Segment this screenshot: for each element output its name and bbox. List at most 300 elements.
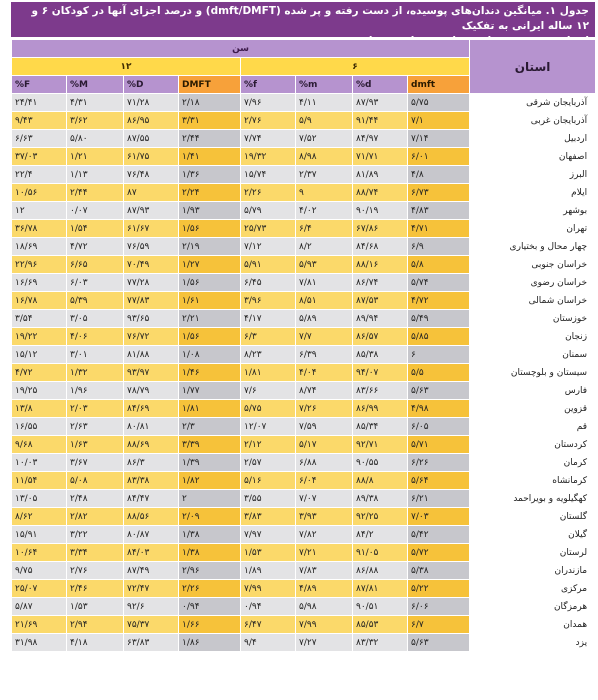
cell-province: زنجان [470, 328, 596, 346]
cell-province: مرکزی [470, 580, 596, 598]
cell-d-pct: ۸۵/۳۴ [353, 418, 408, 436]
cell-F-pct: ۳۷/۰۳ [12, 148, 67, 166]
cell-province: فارس [470, 382, 596, 400]
cell-province: سیستان و بلوچستان [470, 364, 596, 382]
cell-province: کرمانشاه [470, 472, 596, 490]
cell-m-pct: ۷/۵۹ [296, 418, 353, 436]
cell-d-pct: ۹۱/۴۴ [353, 112, 408, 130]
cell-D-pct: ۸۱/۸۸ [124, 346, 179, 364]
cell-M-pct: ۳/۰۵ [67, 310, 124, 328]
cell-m-pct: ۵/۹ [296, 112, 353, 130]
cell-d-pct: ۷۱/۷۱ [353, 148, 408, 166]
cell-F-pct: ۱۰/۵۶ [12, 184, 67, 202]
age-12-header: ۱۲ [12, 58, 241, 76]
cell-province: کهگیلویه و بویراحمد [470, 490, 596, 508]
table-row [12, 328, 596, 346]
cell-m-pct: ۴/۰۲ [296, 202, 353, 220]
cell-m-pct: ۷/۲۷ [296, 634, 353, 652]
cell-DMFT: ۱/۰۸ [179, 346, 241, 364]
cell-dmft: ۵/۴۲ [408, 526, 470, 544]
table-row [12, 544, 596, 562]
cell-m-pct: ۹ [296, 184, 353, 202]
cell-DMFT: ۳/۳۹ [179, 436, 241, 454]
cell-m-pct: ۶/۴ [296, 220, 353, 238]
cell-dmft: ۵/۶۴ [408, 472, 470, 490]
cell-DMFT: ۱/۵۶ [179, 274, 241, 292]
cell-f-pct: ۷/۹۹ [241, 580, 296, 598]
cell-D-pct: ۷۶/۵۹ [124, 238, 179, 256]
table-row [12, 616, 596, 634]
cell-D-pct: ۸۰/۸۷ [124, 526, 179, 544]
cell-dmft: ۵/۴۹ [408, 310, 470, 328]
cell-DMFT: ۱/۸۱ [179, 400, 241, 418]
cell-M-pct: ۶/۰۳ [67, 274, 124, 292]
cell-f-pct: ۳/۹۶ [241, 292, 296, 310]
cell-DMFT: ۱/۳۸ [179, 544, 241, 562]
cell-dmft: ۴/۸۳ [408, 202, 470, 220]
cell-D-pct: ۷۰/۴۹ [124, 256, 179, 274]
cell-D-pct: ۸۶/۹۵ [124, 112, 179, 130]
table-row [12, 364, 596, 382]
cell-M-pct: ۳/۶۷ [67, 454, 124, 472]
col-D-pct-header: %D [124, 76, 179, 94]
cell-DMFT: ۱/۸۲ [179, 472, 241, 490]
cell-DMFT: ۱/۳۶ [179, 166, 241, 184]
cell-dmft: ۵/۶۳ [408, 634, 470, 652]
cell-dmft: ۶/۲۶ [408, 454, 470, 472]
table-row [12, 382, 596, 400]
cell-dmft: ۴/۹۸ [408, 400, 470, 418]
cell-province: کردستان [470, 436, 596, 454]
cell-province: هرمزگان [470, 598, 596, 616]
cell-M-pct: ۲/۶۳ [67, 418, 124, 436]
cell-dmft: ۶ [408, 346, 470, 364]
cell-dmft: ۵/۷۵ [408, 94, 470, 112]
cell-DMFT: ۳/۳۱ [179, 112, 241, 130]
cell-dmft: ۵/۷۱ [408, 436, 470, 454]
cell-D-pct: ۸۴/۰۳ [124, 544, 179, 562]
cell-province: سمنان [470, 346, 596, 364]
cell-f-pct: ۲/۲۶ [241, 184, 296, 202]
cell-province: آذربایجان شرقی [470, 94, 596, 112]
table-caption [11, 2, 595, 37]
cell-F-pct: ۲۲/۹۶ [12, 256, 67, 274]
table-row [12, 580, 596, 598]
cell-DMFT: ۱/۸۶ [179, 634, 241, 652]
cell-M-pct: ۱/۵۴ [67, 220, 124, 238]
cell-m-pct: ۷/۹۹ [296, 616, 353, 634]
cell-M-pct: ۳/۶۲ [67, 112, 124, 130]
cell-d-pct: ۸۹/۹۴ [353, 310, 408, 328]
table-row [12, 562, 596, 580]
cell-f-pct: ۱۵/۷۴ [241, 166, 296, 184]
cell-F-pct: ۸/۶۲ [12, 508, 67, 526]
cell-DMFT: ۲/۲۶ [179, 580, 241, 598]
table-row [12, 238, 596, 256]
cell-M-pct: ۴/۰۶ [67, 328, 124, 346]
cell-M-pct: ۴/۳۱ [67, 94, 124, 112]
cell-DMFT: ۱/۶۶ [179, 616, 241, 634]
cell-dmft: ۵/۸ [408, 256, 470, 274]
cell-M-pct: ۴/۱۸ [67, 634, 124, 652]
cell-dmft: ۵/۸۵ [408, 328, 470, 346]
cell-m-pct: ۴/۱۱ [296, 94, 353, 112]
cell-f-pct: ۴/۱۷ [241, 310, 296, 328]
table-row [12, 508, 596, 526]
cell-dmft: ۶/۲۱ [408, 490, 470, 508]
cell-m-pct: ۷/۵۲ [296, 130, 353, 148]
cell-D-pct: ۷۲/۴۷ [124, 580, 179, 598]
cell-M-pct: ۲/۰۳ [67, 400, 124, 418]
cell-F-pct: ۲۵/۰۷ [12, 580, 67, 598]
cell-m-pct: ۸/۵۱ [296, 292, 353, 310]
table-row [12, 490, 596, 508]
cell-d-pct: ۸۷/۸۱ [353, 580, 408, 598]
cell-f-pct: ۲/۱۲ [241, 436, 296, 454]
cell-M-pct: ۳/۲۲ [67, 526, 124, 544]
cell-f-pct: ۷/۹۷ [241, 526, 296, 544]
table-row [12, 220, 596, 238]
cell-province: قزوین [470, 400, 596, 418]
table-row [12, 202, 596, 220]
cell-M-pct: ۰/۰۷ [67, 202, 124, 220]
cell-f-pct: ۷/۶ [241, 382, 296, 400]
cell-province: اصفهان [470, 148, 596, 166]
cell-M-pct: ۵/۸۰ [67, 130, 124, 148]
cell-F-pct: ۳۱/۹۸ [12, 634, 67, 652]
cell-F-pct: ۲۱/۶۹ [12, 616, 67, 634]
col-f-pct-header: %f [241, 76, 296, 94]
cell-d-pct: ۹۲/۲۵ [353, 508, 408, 526]
cell-dmft: ۶/۷۳ [408, 184, 470, 202]
cell-D-pct: ۹۳/۹۷ [124, 364, 179, 382]
cell-province: خراسان رضوی [470, 274, 596, 292]
cell-M-pct: ۳/۳۴ [67, 544, 124, 562]
cell-f-pct: ۰/۹۴ [241, 598, 296, 616]
col-dmft-header: dmft [408, 76, 470, 94]
cell-F-pct: ۲۴/۴۱ [12, 94, 67, 112]
cell-province: قم [470, 418, 596, 436]
cell-dmft: ۴/۷۱ [408, 220, 470, 238]
cell-D-pct: ۹۳/۶۵ [124, 310, 179, 328]
cell-F-pct: ۱۳/۰۵ [12, 490, 67, 508]
cell-DMFT: ۲/۴۴ [179, 130, 241, 148]
cell-D-pct: ۷۷/۲۸ [124, 274, 179, 292]
cell-d-pct: ۸۵/۵۳ [353, 616, 408, 634]
cell-province: اردبیل [470, 130, 596, 148]
cell-d-pct: ۹۰/۵۵ [353, 454, 408, 472]
table-row [12, 418, 596, 436]
cell-province: مازندران [470, 562, 596, 580]
cell-d-pct: ۸۴/۹۷ [353, 130, 408, 148]
cell-d-pct: ۸۸/۱۶ [353, 256, 408, 274]
cell-dmft: ۷/۱۴ [408, 130, 470, 148]
cell-dmft: ۶/۰۵ [408, 418, 470, 436]
cell-m-pct: ۵/۱۷ [296, 436, 353, 454]
cell-m-pct: ۷/۰۷ [296, 490, 353, 508]
cell-d-pct: ۸۳/۶۶ [353, 382, 408, 400]
cell-f-pct: ۳/۸۳ [241, 508, 296, 526]
cell-m-pct: ۳/۹۳ [296, 508, 353, 526]
cell-f-pct: ۱۲/۰۷ [241, 418, 296, 436]
cell-m-pct: ۸/۷۴ [296, 382, 353, 400]
cell-m-pct: ۷/۷ [296, 328, 353, 346]
cell-f-pct: ۹/۴ [241, 634, 296, 652]
cell-d-pct: ۶۷/۸۶ [353, 220, 408, 238]
cell-d-pct: ۸۶/۵۷ [353, 328, 408, 346]
cell-M-pct: ۲/۸۲ [67, 508, 124, 526]
cell-DMFT: ۱/۴۱ [179, 148, 241, 166]
cell-f-pct: ۲/۵۷ [241, 454, 296, 472]
cell-m-pct: ۵/۹۸ [296, 598, 353, 616]
caption-line-1: جدول ۱. میانگین دندان‌های پوسیده، از دست رفته و پر شده (dmft/DMFT) و درصد اجزای آنها در کودکان ۶ و ۱۲ ساله ایرانی به تفکیک [31, 5, 589, 32]
cell-DMFT: ۲/۹۶ [179, 562, 241, 580]
cell-F-pct: ۱۶/۷۸ [12, 292, 67, 310]
cell-m-pct: ۷/۸۱ [296, 274, 353, 292]
cell-F-pct: ۱۰/۰۳ [12, 454, 67, 472]
cell-f-pct: ۶/۴۷ [241, 616, 296, 634]
cell-f-pct: ۵/۷۵ [241, 400, 296, 418]
cell-province: لرستان [470, 544, 596, 562]
cell-province: چهار محال و بختیاری [470, 238, 596, 256]
cell-D-pct: ۷۱/۲۸ [124, 94, 179, 112]
cell-f-pct: ۶/۳ [241, 328, 296, 346]
cell-m-pct: ۵/۸۹ [296, 310, 353, 328]
cell-m-pct: ۶/۰۴ [296, 472, 353, 490]
cell-f-pct: ۶/۴۵ [241, 274, 296, 292]
cell-D-pct: ۸۸/۶۹ [124, 436, 179, 454]
cell-M-pct: ۲/۴۴ [67, 184, 124, 202]
cell-m-pct: ۷/۸۲ [296, 526, 353, 544]
province-header: استان [470, 40, 596, 94]
cell-d-pct: ۸۱/۸۹ [353, 166, 408, 184]
cell-D-pct: ۷۶/۷۲ [124, 328, 179, 346]
cell-f-pct: ۱۹/۳۲ [241, 148, 296, 166]
cell-province: گیلان [470, 526, 596, 544]
cell-F-pct: ۹/۶۸ [12, 436, 67, 454]
cell-dmft: ۶/۰۶ [408, 598, 470, 616]
cell-dmft: ۵/۲۲ [408, 580, 470, 598]
cell-d-pct: ۸۶/۸۸ [353, 562, 408, 580]
cell-dmft: ۵/۷۲ [408, 544, 470, 562]
cell-DMFT: ۱/۷۷ [179, 382, 241, 400]
cell-d-pct: ۹۰/۵۱ [353, 598, 408, 616]
cell-D-pct: ۹۲/۶ [124, 598, 179, 616]
cell-F-pct: ۵/۸۷ [12, 598, 67, 616]
cell-DMFT: ۲/۳ [179, 418, 241, 436]
table-row [12, 598, 596, 616]
cell-F-pct: ۳۶/۷۸ [12, 220, 67, 238]
table-row [12, 436, 596, 454]
cell-f-pct: ۳/۵۵ [241, 490, 296, 508]
cell-F-pct: ۱۶/۶۹ [12, 274, 67, 292]
cell-f-pct: ۵/۷۹ [241, 202, 296, 220]
table-row [12, 310, 596, 328]
cell-F-pct: ۱۵/۹۱ [12, 526, 67, 544]
cell-F-pct: ۱۶/۵۵ [12, 418, 67, 436]
cell-m-pct: ۷/۸۳ [296, 562, 353, 580]
table-row [12, 346, 596, 364]
cell-DMFT: ۲/۲۱ [179, 310, 241, 328]
cell-D-pct: ۷۸/۷۹ [124, 382, 179, 400]
cell-F-pct: ۱۹/۲۵ [12, 382, 67, 400]
cell-f-pct: ۷/۱۲ [241, 238, 296, 256]
col-DMFT-header: DMFT [179, 76, 241, 94]
header-row-age [12, 40, 596, 58]
cell-DMFT: ۱/۹۳ [179, 202, 241, 220]
cell-D-pct: ۶۱/۷۵ [124, 148, 179, 166]
cell-M-pct: ۳/۰۱ [67, 346, 124, 364]
table-row [12, 256, 596, 274]
cell-DMFT: ۱/۵۶ [179, 220, 241, 238]
cell-F-pct: ۱۹/۲۲ [12, 328, 67, 346]
table-row [12, 130, 596, 148]
cell-F-pct: ۹/۷۵ [12, 562, 67, 580]
cell-d-pct: ۸۸/۸ [353, 472, 408, 490]
col-F-pct-header: %F [12, 76, 67, 94]
cell-dmft: ۵/۶۳ [408, 382, 470, 400]
cell-d-pct: ۹۴/۰۷ [353, 364, 408, 382]
cell-F-pct: ۱۳/۸ [12, 400, 67, 418]
cell-M-pct: ۱/۲۱ [67, 148, 124, 166]
cell-d-pct: ۹۱/۰۵ [353, 544, 408, 562]
cell-m-pct: ۶/۸۸ [296, 454, 353, 472]
cell-F-pct: ۱۰/۶۴ [12, 544, 67, 562]
cell-d-pct: ۸۶/۹۹ [353, 400, 408, 418]
table-row [12, 472, 596, 490]
cell-D-pct: ۷۵/۳۷ [124, 616, 179, 634]
cell-M-pct: ۱/۵۳ [67, 598, 124, 616]
table-row [12, 454, 596, 472]
cell-d-pct: ۸۷/۹۳ [353, 94, 408, 112]
cell-D-pct: ۸۰/۸۱ [124, 418, 179, 436]
cell-f-pct: ۵/۱۶ [241, 472, 296, 490]
cell-D-pct: ۸۷/۴۹ [124, 562, 179, 580]
cell-DMFT: ۲/۰۹ [179, 508, 241, 526]
cell-M-pct: ۲/۴۸ [67, 490, 124, 508]
cell-d-pct: ۹۰/۱۹ [353, 202, 408, 220]
cell-D-pct: ۷۶/۴۸ [124, 166, 179, 184]
table-row [12, 148, 596, 166]
cell-d-pct: ۸۷/۵۳ [353, 292, 408, 310]
age-6-header: ۶ [241, 58, 470, 76]
cell-D-pct: ۸۴/۶۹ [124, 400, 179, 418]
cell-DMFT: ۲/۲۴ [179, 184, 241, 202]
cell-DMFT: ۱/۴۶ [179, 364, 241, 382]
table-row [12, 274, 596, 292]
cell-m-pct: ۴/۸۹ [296, 580, 353, 598]
cell-province: البرز [470, 166, 596, 184]
table-row [12, 634, 596, 652]
cell-d-pct: ۸۹/۳۸ [353, 490, 408, 508]
cell-province: بوشهر [470, 202, 596, 220]
cell-dmft: ۶/۰۱ [408, 148, 470, 166]
cell-F-pct: ۱۲ [12, 202, 67, 220]
cell-F-pct: ۱۵/۱۲ [12, 346, 67, 364]
cell-DMFT: ۱/۶۱ [179, 292, 241, 310]
cell-province: آذربایجان غربی [470, 112, 596, 130]
cell-d-pct: ۸۴/۶۸ [353, 238, 408, 256]
cell-M-pct: ۴/۷۲ [67, 238, 124, 256]
cell-D-pct: ۸۶/۳ [124, 454, 179, 472]
cell-DMFT: ۲ [179, 490, 241, 508]
cell-m-pct: ۵/۹۳ [296, 256, 353, 274]
cell-F-pct: ۱۸/۶۹ [12, 238, 67, 256]
cell-province: خراسان شمالی [470, 292, 596, 310]
cell-f-pct: ۲۵/۷۳ [241, 220, 296, 238]
cell-D-pct: ۸۸/۵۶ [124, 508, 179, 526]
table-row [12, 184, 596, 202]
table-row [12, 526, 596, 544]
cell-d-pct: ۸۵/۳۸ [353, 346, 408, 364]
cell-m-pct: ۷/۲۱ [296, 544, 353, 562]
cell-M-pct: ۵/۰۸ [67, 472, 124, 490]
cell-M-pct: ۲/۷۶ [67, 562, 124, 580]
cell-m-pct: ۸/۹۸ [296, 148, 353, 166]
cell-dmft: ۷/۰۳ [408, 508, 470, 526]
table-body [12, 40, 596, 652]
cell-D-pct: ۸۳/۳۸ [124, 472, 179, 490]
cell-DMFT: ۲/۱۹ [179, 238, 241, 256]
cell-province: خراسان جنوبی [470, 256, 596, 274]
cell-F-pct: ۲۲/۴ [12, 166, 67, 184]
cell-dmft: ۵/۵ [408, 364, 470, 382]
cell-d-pct: ۹۲/۷۱ [353, 436, 408, 454]
cell-M-pct: ۲/۹۴ [67, 616, 124, 634]
cell-dmft: ۴/۸ [408, 166, 470, 184]
cell-F-pct: ۱۱/۵۴ [12, 472, 67, 490]
cell-dmft: ۵/۷۴ [408, 274, 470, 292]
cell-M-pct: ۱/۶۳ [67, 436, 124, 454]
cell-f-pct: ۱/۸۹ [241, 562, 296, 580]
cell-D-pct: ۸۷/۵۵ [124, 130, 179, 148]
col-M-pct-header: %M [67, 76, 124, 94]
table-row [12, 400, 596, 418]
cell-DMFT: ۱/۲۷ [179, 256, 241, 274]
cell-DMFT: ۱/۳۸ [179, 526, 241, 544]
cell-f-pct: ۱/۸۱ [241, 364, 296, 382]
cell-F-pct: ۶/۶۳ [12, 130, 67, 148]
age-header: سن [12, 40, 470, 58]
cell-D-pct: ۶۱/۶۷ [124, 220, 179, 238]
cell-dmft: ۵/۳۸ [408, 562, 470, 580]
cell-m-pct: ۸/۲ [296, 238, 353, 256]
cell-m-pct: ۷/۲۶ [296, 400, 353, 418]
cell-province: ایلام [470, 184, 596, 202]
table-row [12, 292, 596, 310]
cell-M-pct: ۱/۱۳ [67, 166, 124, 184]
col-m-pct-header: %m [296, 76, 353, 94]
cell-f-pct: ۸/۲۳ [241, 346, 296, 364]
cell-province: یزد [470, 634, 596, 652]
col-d-pct-header: %d [353, 76, 408, 94]
table-row [12, 112, 596, 130]
cell-f-pct: ۱/۵۳ [241, 544, 296, 562]
cell-province: گلستان [470, 508, 596, 526]
table-row [12, 94, 596, 112]
cell-M-pct: ۵/۳۹ [67, 292, 124, 310]
cell-DMFT: ۱/۳۹ [179, 454, 241, 472]
cell-d-pct: ۸۸/۷۴ [353, 184, 408, 202]
cell-m-pct: ۲/۳۷ [296, 166, 353, 184]
cell-f-pct: ۵/۹۱ [241, 256, 296, 274]
cell-province: کرمان [470, 454, 596, 472]
table-row [12, 166, 596, 184]
cell-f-pct: ۲/۷۶ [241, 112, 296, 130]
cell-d-pct: ۸۴/۲ [353, 526, 408, 544]
cell-dmft: ۶/۹ [408, 238, 470, 256]
cell-F-pct: ۳/۵۴ [12, 310, 67, 328]
